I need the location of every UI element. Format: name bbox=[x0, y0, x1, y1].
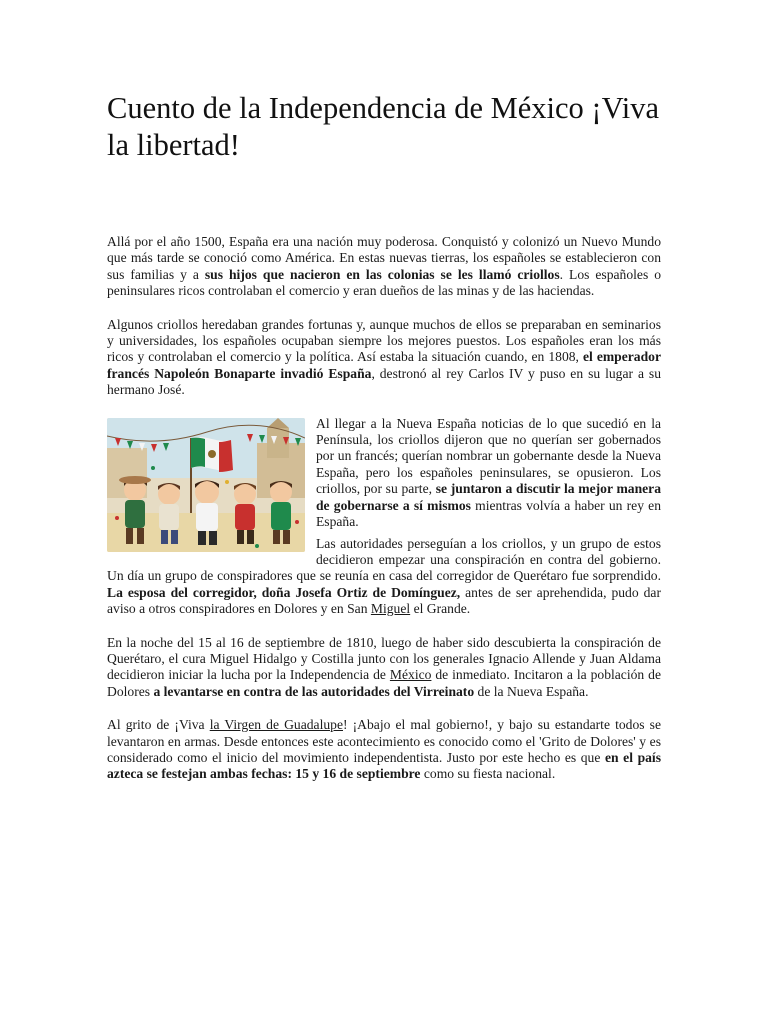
bold-text: a levantarse en contra de las autoridades del Virreinato bbox=[153, 683, 475, 699]
illustration-image bbox=[107, 418, 305, 552]
text-run: de inmediato. Incitaron a la población de Dolores bbox=[107, 667, 661, 699]
article-body bbox=[107, 234, 661, 800]
text-run: antes de ser aprehendida, pudo dar aviso a otros conspiradores en Dolores y en San bbox=[107, 584, 661, 617]
link-virgen-de-guadalupe[interactable]: la Virgen de Guadalupe bbox=[209, 717, 343, 733]
paragraph-1 bbox=[107, 234, 661, 300]
link-miguel[interactable]: Miguel bbox=[370, 601, 411, 617]
text-run: ! ¡Abajo el mal gobierno!, y bajo su estandarte todos se levantaron en armas. Desde entonces este acontecimiento es conocido como el 'Grito de Dolores' y es considerado como el inicio del movimiento independentista. Justo por este hecho es que bbox=[107, 717, 662, 765]
text-run: En la noche del 15 al 16 de septiembre de 1810, luego de haber sido descubierta la conspiración de Querétaro, el cura Miguel Hidalgo y Costilla junto con los generales Ignacio Allende y Juan Aldama decidieron iniciar la lucha por la Independencia de bbox=[107, 634, 661, 683]
bold-text: sus hijos que nacieron en las colonias se les llamó criollos bbox=[204, 266, 560, 282]
bold-text: La esposa del corregidor, doña Josefa Ortiz de Domínguez, bbox=[107, 584, 461, 600]
text-run: Las autoridades perseguían a los criollos, y un grupo de estos decidieron empezar una conspiración en contra del gobierno. Un día un grupo de conspiradores que se reunía en casa del corregidor de Querétaro fue sorprendido. bbox=[107, 535, 661, 584]
text-run: Allá por el año 1500, España era una nación muy poderosa. Conquistó y colonizó un Nuevo Mundo que más tarde se conoció como América. En estas nuevas tierras, los españoles se establecieron con sus familias y a bbox=[107, 234, 661, 282]
text-run: mientras volvía a haber un rey en España. bbox=[316, 497, 662, 530]
text-run: de la Nueva España. bbox=[474, 683, 589, 699]
paragraph-6 bbox=[107, 717, 661, 783]
bold-text: en el país azteca se festejan ambas fechas: 15 y 16 de septiembre bbox=[107, 749, 661, 782]
text-run: Algunos criollos heredaban grandes fortunas y, aunque muchos de ellos se preparaban en seminarios y universidades, los españoles ocupaban siempre los mejores puestos. Los españoles eran los más ricos y controlaban el comercio y la política. Así estaba la situación cuando, en 1808, bbox=[107, 316, 661, 365]
illustration-children-with-flag bbox=[107, 418, 305, 552]
text-run: como su fiesta nacional. bbox=[420, 766, 556, 782]
bold-text: el emperador francés Napoleón Bonaparte invadió España bbox=[107, 349, 661, 381]
paragraph-5 bbox=[107, 635, 661, 701]
paragraph-3 bbox=[107, 416, 661, 531]
bold-text: se juntaron a discutir la mejor manera de gobernarse a sí mismos bbox=[316, 481, 661, 513]
text-run: el Grande. bbox=[410, 601, 471, 617]
paragraph-2 bbox=[107, 317, 661, 399]
text-run: Al llegar a la Nueva España noticias de lo que sucedió en la Península, los criollos dijeron que no querían ser gobernados por un francés; querían nombrar un gobernante desde la Nueva España, pero los españoles peninsulares, se opusieron. Los criollos, por su parte, bbox=[316, 415, 661, 497]
page-title: Cuento de la Independencia de México ¡Viva la libertad! bbox=[107, 91, 660, 162]
text-run: Al grito de ¡Viva bbox=[107, 717, 210, 733]
text-run: . Los españoles o peninsulares ricos controlaban el comercio y eran dueños de las minas y de las haciendas. bbox=[107, 266, 662, 299]
text-run: , destronó al rey Carlos IV y puso en su lugar a su hermano José. bbox=[107, 365, 661, 398]
link-mexico[interactable]: México bbox=[389, 667, 432, 683]
